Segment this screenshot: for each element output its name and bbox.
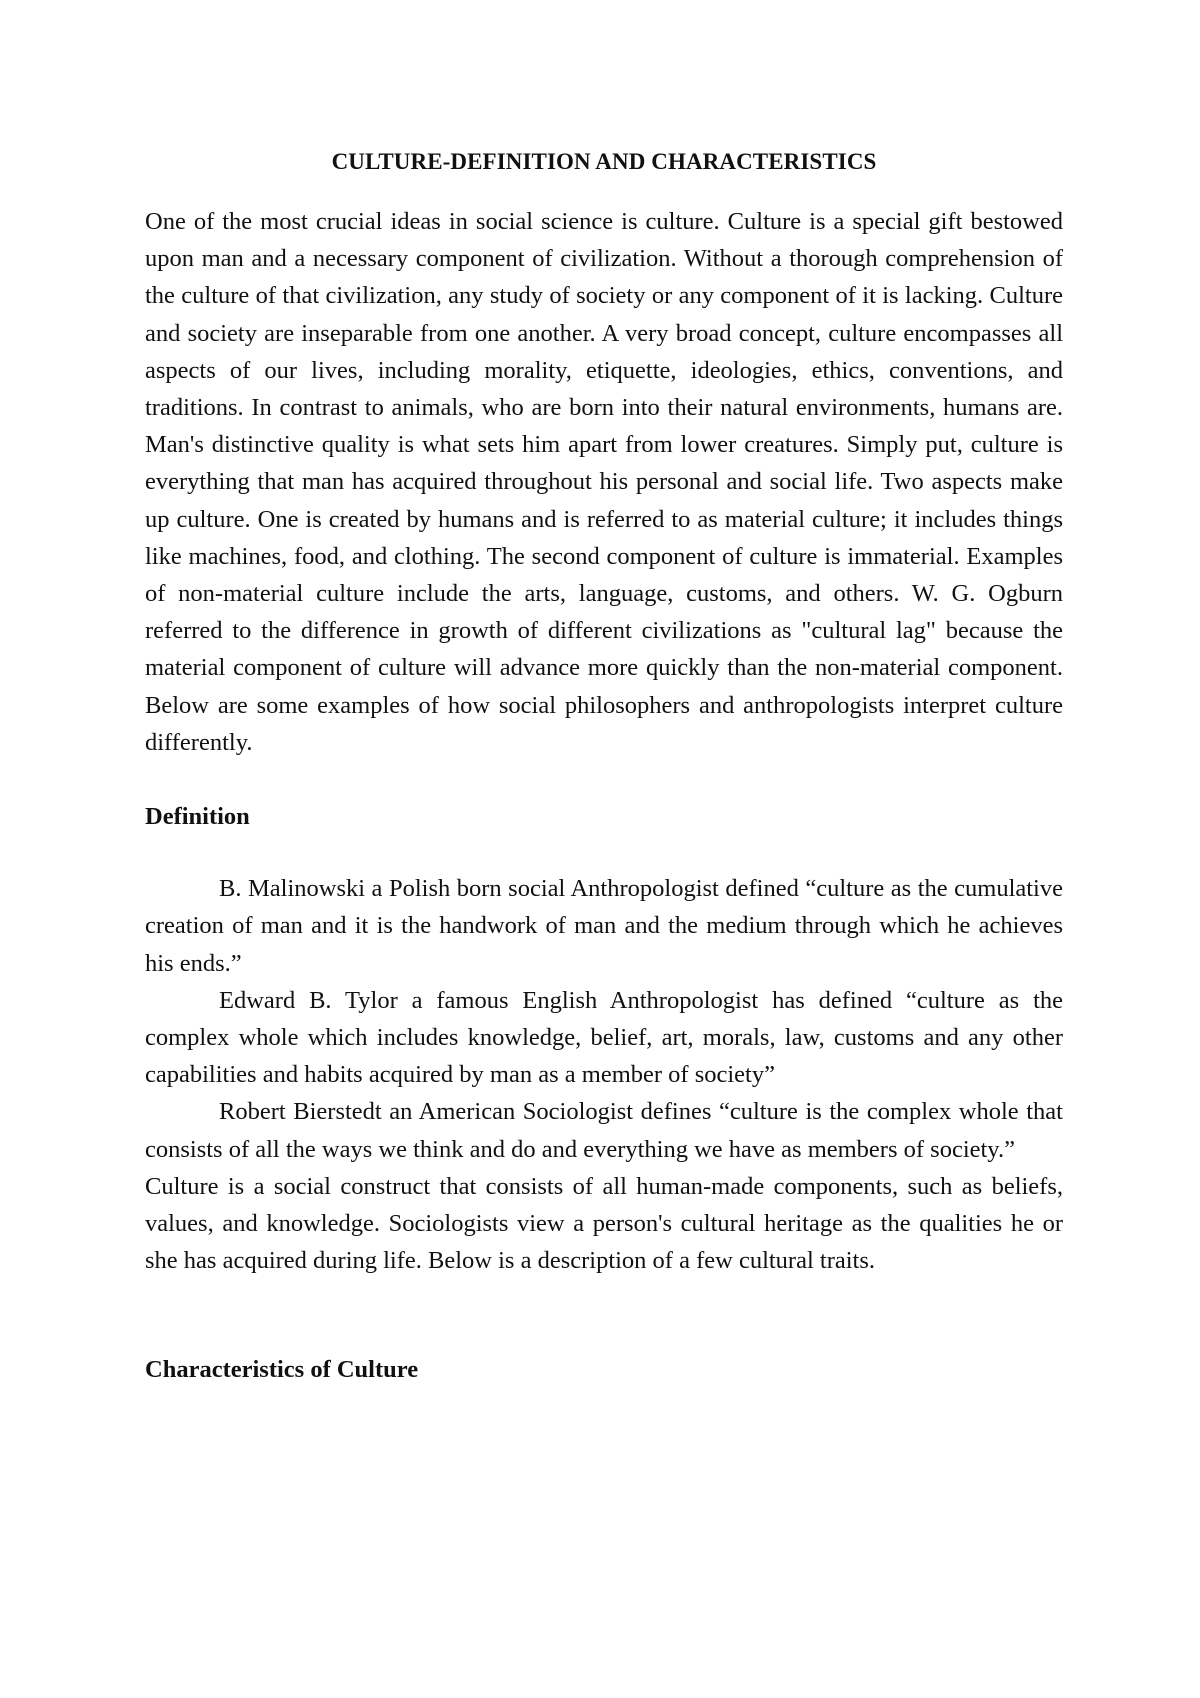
spacer — [145, 835, 1063, 870]
definition-bierstedt: Robert Bierstedt an American Sociologist defines “culture is the complex whole that consists of all the ways we think and do and everything we have as members of society.” — [145, 1098, 1063, 1163]
intro-paragraph: One of the most crucial ideas in social science is culture. Culture is a special gift bestowed upon man and a necessary component of civilization. Without a thorough comprehension of the culture of that civilization, any study of society or any component of it is lacking. Culture and society are inseparable from one another. A very broad concept, culture encompasses all aspects of our lives, including morality, etiquette, ideologies, ethics, conventions, and traditions. In contrast to animals, who are born into their natural environments, humans are. Man's distinctive quality is what sets him apart from lower creatures. Simply put, culture is everything that man has acquired throughout his personal and social life. Two aspects make up culture. One is created by humans and is referred to as material culture; it includes things like machines, food, and clothing. The second component of culture is immaterial. Examples of non-material culture include the arts, language, customs, and others. W. G. Ogburn referred to the difference in growth of different civilizations as "cultural lag" because the material component of culture will advance more quickly than the non-material component. Below are some examples of how social philosophers and anthropologists interpret culture differently. — [145, 208, 1063, 756]
characteristics-heading: Characteristics of Culture — [145, 1356, 419, 1384]
definition-tylor: Edward B. Tylor a famous English Anthropologist has defined “culture as the complex whole which includes knowledge, belief, art, morals, law, customs and any other capabilities and habits acquired by man as a member of society” — [145, 986, 1063, 1089]
spacer — [145, 761, 1063, 798]
definition-malinowski: B. Malinowski a Polish born social Anthropologist defined “culture as the cumulative creation of man and it is the handwork of man and the medium through which he achieves his ends.” — [145, 875, 1063, 977]
spacer — [145, 1279, 1063, 1351]
summary-paragraph: Culture is a social construct that consists of all human-made components, such as beliefs, values, and knowledge. Sociologists view a person's cultural heritage as the qualities he or she has acquired during life. Below is a description of a few cultural traits. — [145, 1172, 1063, 1275]
definition-heading: Definition — [145, 803, 250, 831]
document-title: CULTURE-DEFINITION AND CHARACTERISTICS — [331, 149, 877, 174]
document-body — [145, 143, 1063, 1389]
